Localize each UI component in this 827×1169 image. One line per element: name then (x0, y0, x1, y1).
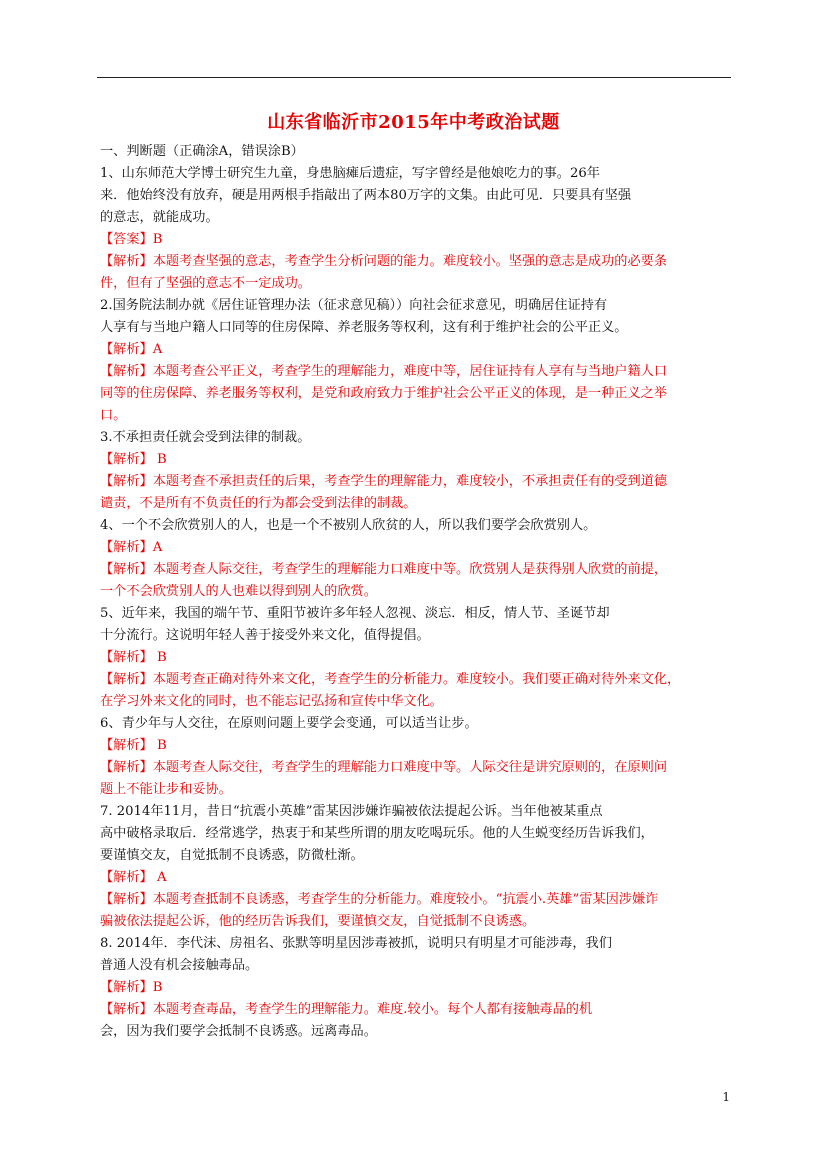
answer-line: 【解析】本题考查人际交往，考查学生的理解能力口难度中等。人际交往是讲究原则的，在原则问 (100, 760, 668, 775)
section-heading: 一、判断题（正确涂A，错误涂B） (100, 144, 304, 159)
question-line: 6、青少年与人交往，在原则问题上要学会变通，可以适当让步。 (100, 716, 478, 731)
question-line: 普通人没有机会接触毒品。 (100, 958, 259, 973)
answer-line: 【解析】 B (100, 452, 167, 467)
answer-line: 【解析】A (100, 342, 163, 357)
answer-line: 【解析】本题考查抵制不良诱惑，考查学生的分析能力。难度较小。“抗震小.英雄”雷某因涉嫌诈 (100, 892, 659, 907)
question-line: 8. 2014年．李代沫、房祖名、张默等明星因涉毒被抓，说明只有明星才可能涉毒，我们 (100, 936, 612, 951)
question-line: 4、一个不会欣赏别人的人，也是一个不被别人欣贫的人，所以我们要学会欣赏别人。 (100, 518, 597, 533)
closing-line: 会，因为我们要学会抵制不良诱惑。远离毒品。 (100, 1024, 377, 1039)
answer-line: 【解析】本题考查人际交往，考查学生的理解能力口难度中等。欣赏别人是获得别人欣赏的前提， (100, 562, 668, 577)
answer-line: 【解析】本题考查不承担责任的后果，考查学生的理解能力，难度较小，不承担责任有的受到道德 (100, 474, 668, 489)
answer-line: 一个不会欣赏别人的人也难以得到别人的欣赏。 (100, 584, 377, 599)
question-line: 十分流行。这说明年轻人善于接受外来文化，值得提倡。 (100, 628, 430, 643)
answer-line: 【解析】本题考查毒品，考查学生的理解能力。难度.较小。每个人都有接触毒品的机 (100, 1002, 593, 1017)
question-line: 1、山东师范大学博士研究生九童，身患脑瘫后遗症，写字曾经是他娘吃力的事。26年 (100, 166, 600, 181)
question-line: 的意志，就能成功。 (100, 210, 219, 225)
question-line: 3.不承担责任就会受到法律的制裁。 (100, 430, 311, 445)
question-line: 人享有与当地户籍人口同等的住房保障、养老服务等权利，这有利于维护社会的公平正义。 (100, 320, 628, 335)
answer-line: 件，但有了坚强的意志不一定成功。 (100, 276, 311, 291)
answer-line: 在学习外来文化的同时，也不能忘记弘扬和宣传中华文化。 (100, 694, 443, 709)
question-line: 要谨慎交友，自觉抵制不良诱惑，防微杜渐。 (100, 848, 364, 863)
answer-line: 【解析】B (100, 980, 163, 995)
answer-line: 【解析】A (100, 540, 163, 555)
question-line: 高中破格录取后．经常逃学，热衷于和某些所谓的朋友吃喝玩乐。他的人生蜕变经历告诉我们， (100, 826, 654, 841)
answer-line: 谴责，不是所有不负责任的行为都会受到法律的制裁。 (100, 496, 417, 511)
document-body (100, 141, 732, 1021)
question-line: 7. 2014年11月，昔日“抗震小英雄”雷某因涉嫌诈骗被依法提起公诉。当年他被某重点 (100, 804, 603, 819)
answer-line: 骗被依法提起公诉，他的经历告诉我们，要谨慎交友，自觉抵制不良诱惑。 (100, 914, 536, 929)
page-number: 1 (722, 1090, 730, 1104)
answer-line: 【解析】 B (100, 650, 167, 665)
answer-line: 【解析】本题考查坚强的意志，考查学生分析问题的能力。难度较小。坚强的意志是成功的必要条 (100, 254, 668, 269)
question-line: 5、近年来，我国的端午节、重阳节被许多年轻人忽视、淡忘．相反，情人节、圣诞节却 (100, 606, 610, 621)
answer-line: 【解析】本题考查正确对待外来文化，考查学生的分析能力。难度较小。我们要正确对待外来文化， (100, 672, 681, 687)
answer-line: 【答案】B (100, 232, 163, 247)
page-title: 山东省临沂市2015年中考政治试题 (267, 112, 560, 133)
answer-line: 【解析】本题考查公平正义，考查学生的理解能力，难度中等，居住证持有人享有与当地户籍人口 (100, 364, 668, 379)
question-line: 2.国务院法制办就《居住证管理办法（征求意见稿））向社会征求意见，明确居住证持有 (100, 298, 608, 313)
answer-line: 【解析】 B (100, 738, 167, 753)
answer-line: 口。 (100, 408, 127, 423)
answer-line: 【解析】 A (100, 870, 167, 885)
header-rule (97, 77, 731, 78)
answer-line: 题上不能让步和妥协。 (100, 782, 232, 797)
question-line: 来．他始终没有放弃，硬是用两根手指敲出了两本80万字的文集。由此可见．只要具有坚强 (100, 188, 632, 203)
answer-line: 同等的住房保障、养老服务等权利，是党和政府致力于维护社会公平正义的体现，是一种正义之举 (100, 386, 668, 401)
question-lines (100, 163, 732, 1021)
